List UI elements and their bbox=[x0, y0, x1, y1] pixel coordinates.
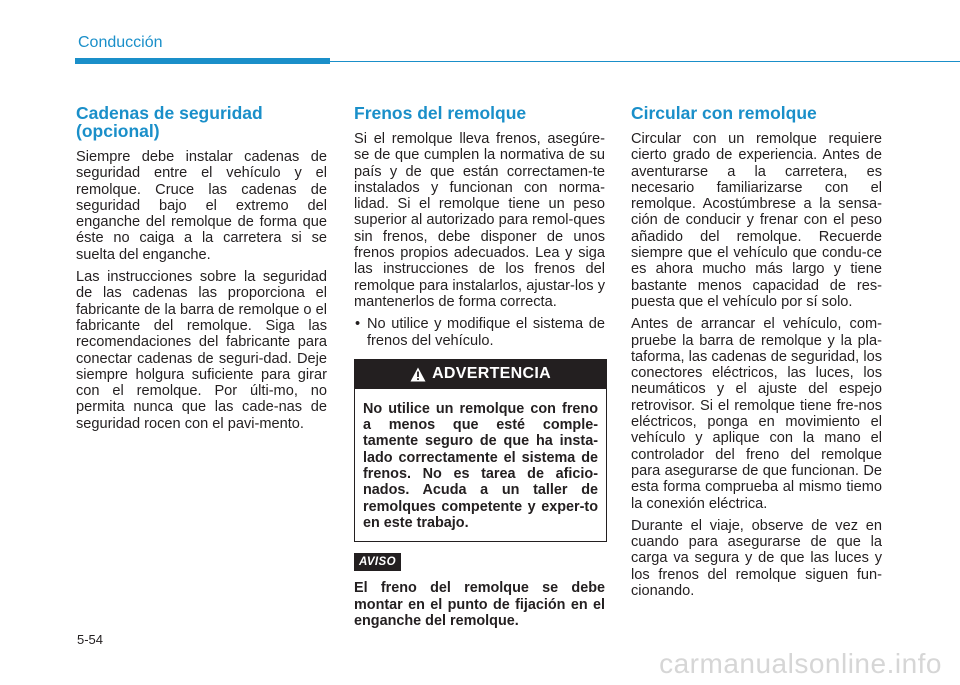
warning-header bbox=[355, 360, 606, 389]
warning-title: ADVERTENCIA bbox=[432, 365, 551, 383]
notice-badge: AVISO bbox=[354, 553, 401, 571]
column-trailer-brakes bbox=[354, 104, 605, 629]
column-safety-chains bbox=[76, 104, 327, 438]
header-rule-thin bbox=[330, 61, 960, 62]
warning-text: No utilice un remolque con freno a menos que esté comple-tamente seguro de que ha insta-lado correctamente el sistema de frenos. No es tarea de aficio-nados. Acuda a un taller de remolques competente y exper-to en este trabajo. bbox=[363, 400, 598, 531]
notice-text: El freno del remolque se debe montar en el punto de fijación en el enganche del remolque. bbox=[354, 580, 605, 629]
header-rule-thick bbox=[75, 58, 330, 64]
bullet-list bbox=[354, 316, 605, 349]
section-title: Conducción bbox=[78, 34, 163, 51]
paragraph: Durante el viaje, observe de vez en cuando para asegurarse de que la carga va segura y de que las luces y los frenos del remolque siguen fun-cionando. bbox=[631, 517, 882, 600]
paragraph: Siempre debe instalar cadenas de seguridad entre el vehículo y el remolque. Cruce las cadenas de seguridad bajo el extremo del enganche del remolque de forma que éste no caiga a la carretera si se suelta del enganche. bbox=[76, 149, 327, 263]
heading-safety-chains: Cadenas de seguridad (opcional) bbox=[76, 103, 263, 141]
paragraph: Circular con un remolque requiere cierto grado de experiencia. Antes de aventurarse a la carretera, es necesario familiarizarse con el remolque. Acostúmbrese a la sensa-ción de conducir y frenar con el peso añadido del remolque. Recuerde siempre que el vehículo que condu-ce es ahora mucho más largo y tiene bastante menos capacidad de res-puesta que el vehículo por sí solo. bbox=[631, 131, 882, 310]
column-driving-with-trailer bbox=[631, 104, 882, 605]
paragraph: Las instrucciones sobre la seguridad de las cadenas las proporciona el fabricante de la barra de remolque o el fabricante del remolque. Siga las recomendaciones del fabricante para conectar cadenas de seguri-dad. Deje siempre holgura suficiente para girar con el remolque. Por últi-mo, no permita nunca que las cade-nas de seguridad rocen con el pavi-mento. bbox=[76, 269, 327, 432]
warning-triangle-icon bbox=[410, 367, 426, 382]
warning-box bbox=[354, 359, 607, 542]
heading-driving-with-trailer: Circular con remolque bbox=[631, 103, 817, 123]
watermark: carmanualsonline.info bbox=[659, 648, 942, 679]
page-number: 5-54 bbox=[77, 632, 104, 647]
paragraph: Antes de arrancar el vehículo, com-pruebe la barra de remolque y la pla-taforma, las cadenas de seguridad, los conectores eléctricos, las luces, los neumáticos y el ajuste del espejo retrovisor. Si el remolque tiene fre-nos eléctricos, ponga en movimiento el vehículo y aplique con la mano el controlador del freno del remolque para asegurarse de que funcionan. De esta forma comprueba al mismo tiemo la conexión eléctrica. bbox=[631, 316, 882, 512]
heading-trailer-brakes: Frenos del remolque bbox=[354, 103, 527, 123]
bullet-item: • No utilice y modifique el sistema de frenos del vehículo. bbox=[354, 316, 605, 349]
paragraph: Si el remolque lleva frenos, asegúre-se de que cumplen la normativa de su país y de que están correctamen-te instalados y funcionan con norma-lidad. Si el remolque tiene un peso superior al autorizado para remol-ques sin frenos, debe disponer de unos frenos propios adecuados. Lea y siga las instrucciones de los frenos del remolque para instalarlos, ajustar-los y mantenerlos de forma correcta. bbox=[354, 131, 605, 310]
